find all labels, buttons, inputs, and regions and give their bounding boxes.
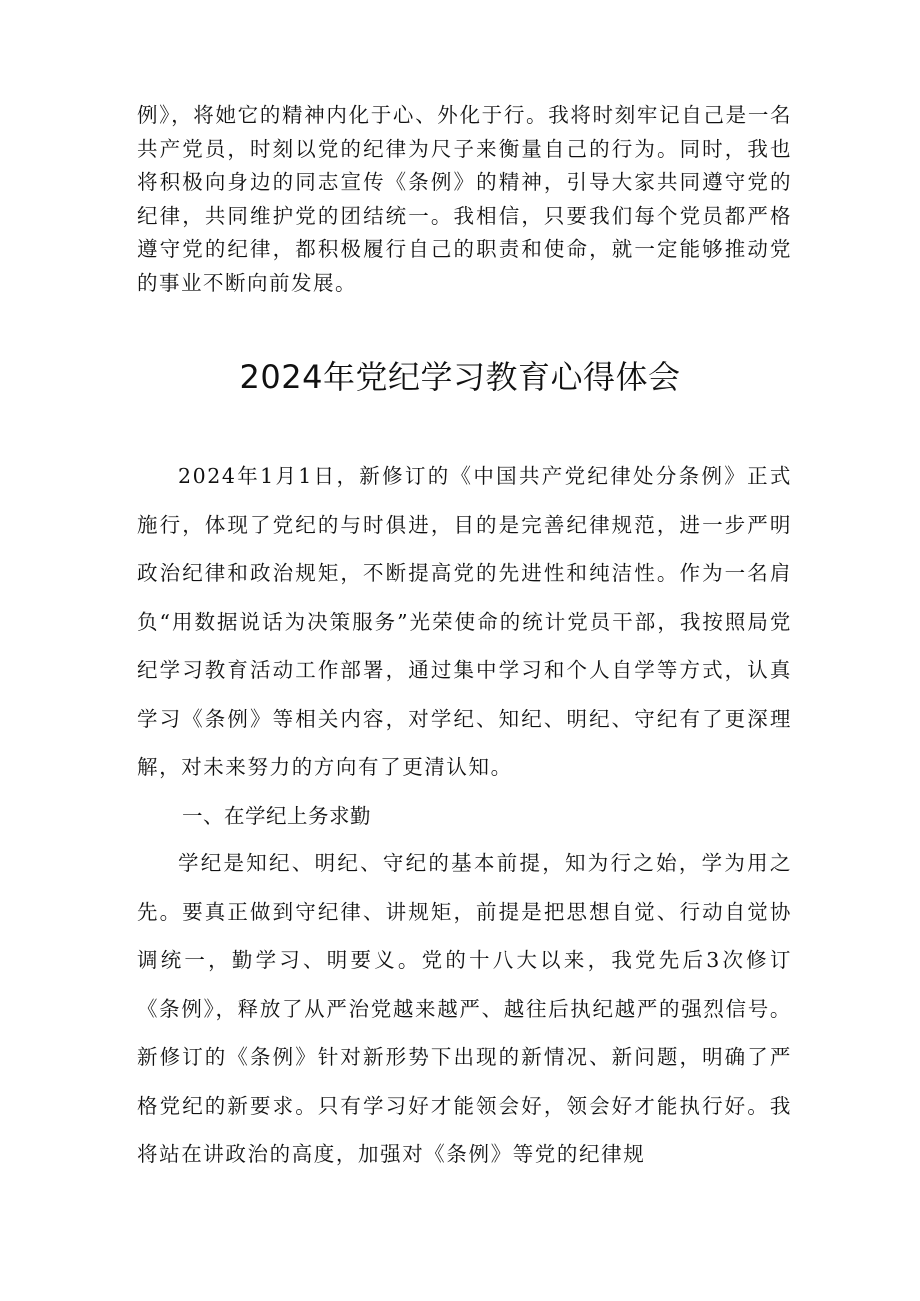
document-title: 2024年党纪学习教育心得体会 — [239, 358, 681, 396]
continuation-paragraph: 例》，将她它的精神内化于心、外化于行。我将时刻牢记自己是一名共产党员，时刻以党的纪律为尺子来衡量自己的行为。同时，我也将积极向身边的同志宣传《条例》的精神，引导大家共同遵守党的纪律，共同维护党的团结统一。我相信，只要我们每个党员都严格遵守党的纪律，都积极履行自己的职责和使命，就一定能够推动党的事业不断向前发展。 — [137, 103, 792, 295]
section-heading: 一、在学纪上务求勤 — [182, 804, 371, 828]
intro-paragraph: 2024年1月1日，新修订的《中国共产党纪律处分条例》正式施行，体现了党纪的与时俱进，目的是完善纪律规范，进一步严明政治纪律和政治规矩，不断提高党的先进性和纯洁性。作为一名肩负“用数据说话为决策服务”光荣使命的统计党员干部，我按照局党纪学习教育活动工作部署，通过集中学习和个人自学等方式，认真学习《条例》等相关内容，对学纪、知纪、明纪、守纪有了更深理解，对未来努力的方向有了更清认知。 — [137, 464, 792, 779]
section-paragraph: 学纪是知纪、明纪、守纪的基本前提，知为行之始，学为用之先。要真正做到守纪律、讲规矩，前提是把思想自觉、行动自觉协调统一，勤学习、明要义。党的十八大以来，我党先后3次修订《条例》，释放了从严治党越来越严、越往后执纪越严的强烈信号。新修订的《条例》针对新形势下出现的新情况、新问题，明确了严格党纪的新要求。只有学习好才能领会好，领会好才能执行好。我将站在讲政治的高度，加强对《条例》等党的纪律规 — [137, 851, 792, 1166]
